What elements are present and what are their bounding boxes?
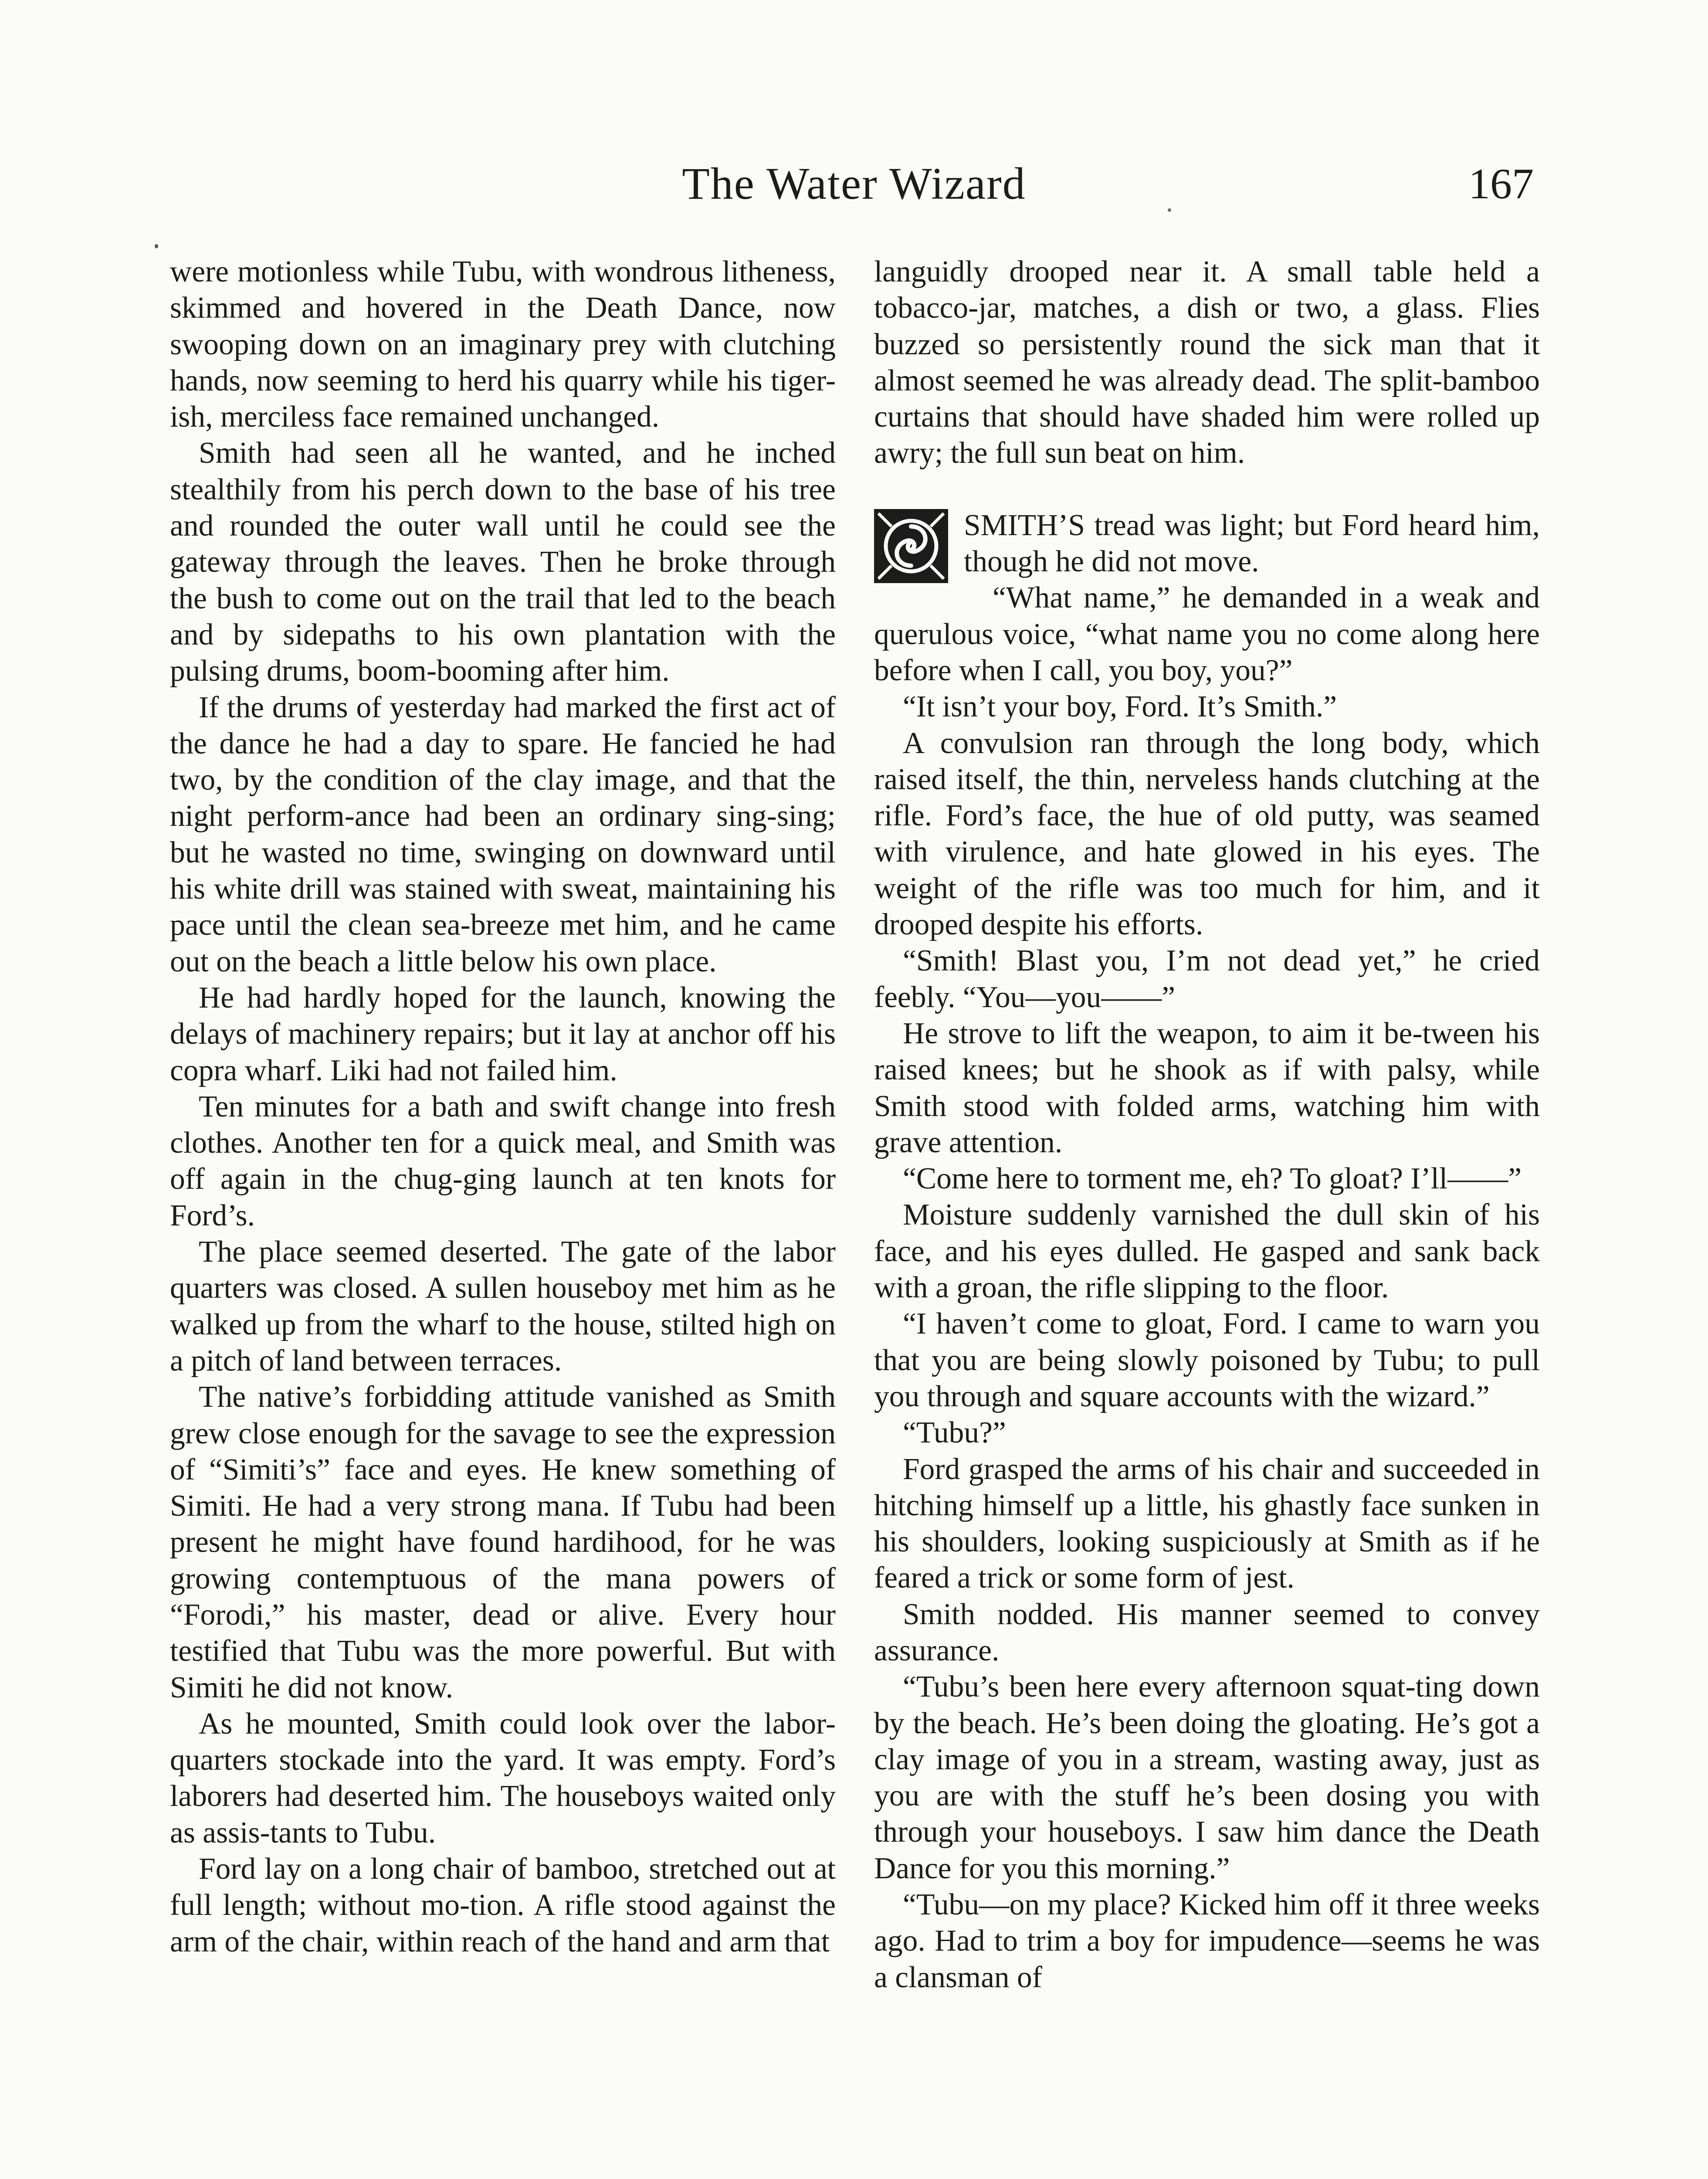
paragraph: Ten minutes for a bath and swift change into fresh clothes. Another ten for a quick meal, and Smith was off again in the chug-ging launch at ten knots for Ford’s.	[170, 1090, 836, 1232]
print-speck	[1168, 208, 1171, 212]
paragraph: were motionless while Tubu, with wondrous litheness, skimmed and hovered in the Death Dance, now swooping down on an imaginary prey with clutching hands, now seeming to herd his quarry while his tiger-ish, merciless face remained unchanged.	[170, 255, 836, 434]
running-header-title: The Water Wizard	[682, 159, 1026, 209]
paragraph: “What name,” he demanded in a weak and querulous voice, “what name you no come along here before when I call, you boy, you?”	[874, 581, 1540, 687]
paragraph: The native’s forbidding attitude vanished as Smith grew close enough for the savage to see the expression of “Simiti’s” face and eyes. He knew something of Simiti. He had a very strong mana. If Tubu had been present he might have found hardihood, for he was growing contemptuous of the mana powers of “Forodi,” his master, dead or alive. Every hour testified that Tubu was the more powerful. But with Simiti he did not know.	[170, 1380, 836, 1704]
section-opening-paragraph	[874, 507, 1540, 580]
right-column	[874, 254, 1540, 1996]
paragraph: Ford grasped the arms of his chair and succeeded in hitching himself up a little, his ghastly face sunken in his shoulders, looking suspiciously at Smith as if he feared a trick or some form of jest.	[874, 1452, 1540, 1595]
paragraph: Smith had seen all he wanted, and he inched stealthily from his perch down to the base of his tree and rounded the outer wall until he could see the gateway through the leaves. Then he broke through the bush to come out on the trail that led to the beach and by sidepaths to his own plantation with the pulsing drums, boom-booming after him.	[170, 436, 836, 688]
paragraph: If the drums of yesterday had marked the first act of the dance he had a day to spare. He fancied he had two, by the condition of the clay image, and that the night perform-ance had been an ordinary sing-sing; but he wasted no time, swinging on downward until his white drill was stained with sweat, maintaining his pace until the clean sea-breeze met him, and he came out on the beach a little below his own place.	[170, 690, 836, 978]
paragraph: Ford lay on a long chair of bamboo, stretched out at full length; without mo-tion. A rifle stood against the arm of the chair, within reach of the hand and arm that	[170, 1852, 836, 1958]
paragraph: “Tubu’s been here every afternoon squat-ting down by the beach. He’s been doing the gloating. He’s got a clay image of you in a stream, wasting away, just as you are with the stuff he’s been dosing you with through your houseboys. I saw him dance the Death Dance for you this morning.”	[874, 1670, 1540, 1885]
section-break	[874, 472, 1540, 507]
paragraph: “It isn’t your boy, Ford. It’s Smith.”	[903, 690, 1337, 724]
left-column	[170, 254, 836, 1960]
paragraph: “Smith! Blast you, I’m not dead yet,” he cried feebly. “You—you——”	[874, 944, 1540, 1014]
paragraph: He strove to lift the weapon, to aim it be-tween his raised knees; but he shook as if with palsy, while Smith stood with folded arms, watching him with grave attention.	[874, 1016, 1540, 1159]
paragraph: “Tubu?”	[903, 1416, 1006, 1450]
paragraph: languidly drooped near it. A small table held a tobacco-jar, matches, a dish or two, a glass. Flies buzzed so persistently round the sick man that it almost seemed he was already dead. The split-bamboo curtains that should have shaded him were rolled up awry; the full sun beat on him.	[874, 255, 1540, 470]
section-opening-text: SMITH’S tread was light; but Ford heard him, though he did not move.	[964, 508, 1540, 579]
paragraph: A convulsion ran through the long body, which raised itself, the thin, nerveless hands clutching at the rifle. Ford’s face, the hue of old putty, was seamed with virulence, and hate glowed in his eyes. The weight of the rifle was too much for him, and it drooped despite his efforts.	[874, 726, 1540, 942]
paragraph: “Come here to torment me, eh? To gloat? I’ll——”	[903, 1162, 1522, 1196]
paragraph: Moisture suddenly varnished the dull skin of his face, and his eyes dulled. He gasped and sank back with a groan, the rifle slipping to the floor.	[874, 1198, 1540, 1305]
paragraph: The place seemed deserted. The gate of the labor quarters was closed. A sullen houseboy met him as he walked up from the wharf to the house, stilted high on a pitch of land between terraces.	[170, 1235, 836, 1378]
paragraph: Smith nodded. His manner seemed to convey assurance.	[874, 1597, 1540, 1667]
print-speck	[155, 244, 158, 248]
swirl-ornament-icon	[874, 509, 948, 583]
paragraph: As he mounted, Smith could look over the labor-quarters stockade into the yard. It was empty. Ford’s laborers had deserted him. The houseboys waited only as assis-tants to Tubu.	[170, 1707, 836, 1850]
paragraph: He had hardly hoped for the launch, knowing the delays of machinery repairs; but it lay at anchor off his copra wharf. Liki had not failed him.	[170, 981, 836, 1087]
paragraph: “I haven’t come to gloat, Ford. I came to warn you that you are being slowly poisoned by Tubu; to pull you through and square accounts with the wizard.”	[874, 1307, 1540, 1413]
page-number: 167	[1468, 160, 1534, 208]
paragraph: “Tubu—on my place? Kicked him off it three weeks ago. Had to trim a boy for impudence—seems he was a clansman of	[874, 1888, 1540, 1994]
